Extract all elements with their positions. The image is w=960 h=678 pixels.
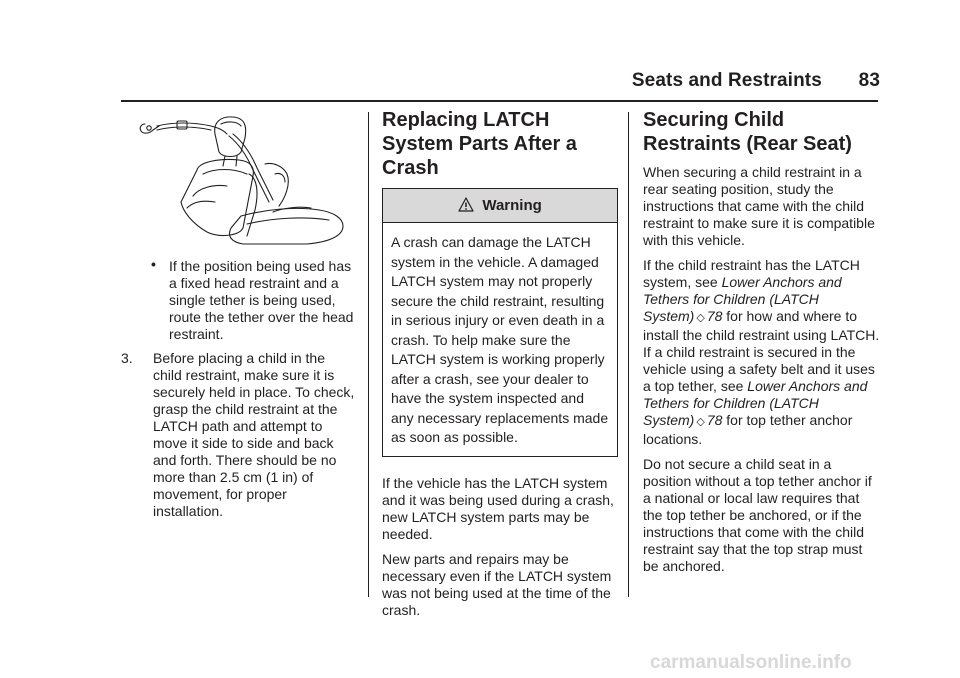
list-item	[117, 258, 357, 343]
column-divider-2	[628, 112, 629, 597]
warning-box	[382, 188, 618, 457]
bullet-icon: •	[151, 256, 156, 272]
watermark: carmanualsonline.info	[650, 652, 852, 673]
text-run: for top tether anchor locations.	[643, 412, 853, 447]
page-reference-icon: ◇	[696, 416, 705, 428]
text-run: If the child restraint has the LATCH system, see	[643, 257, 860, 290]
column-2	[382, 108, 618, 627]
seat-tether-illustration	[123, 112, 349, 248]
page-header	[600, 70, 880, 92]
section-heading: Securing Child Restraints (Rear Seat)	[643, 109, 852, 155]
warning-text: A crash can damage the LATCH system in the vehicle. A damaged LATCH system may not properly secure the child restraint, resulting in serious injury or even death in a crash. To help make sure the LATCH system is working properly after a crash, see your dealer to have the system inspected and any necessary replacements made as soon as possible.	[391, 234, 609, 445]
section-heading: Replacing LATCH System Parts After a Crash	[382, 109, 577, 179]
paragraph: When securing a child restraint in a rear seating position, study the instructions that came with the child restraint to make sure it is compatible with this vehicle.	[643, 164, 875, 248]
warning-label: Warning	[482, 197, 542, 214]
step-number: 3.	[121, 350, 133, 366]
page-reference[interactable]: 78	[706, 412, 723, 428]
page-reference[interactable]: 78	[706, 308, 723, 324]
cross-reference-link[interactable]: Lower Anchors and Tethers for Children (LATCH System)	[643, 274, 842, 324]
warning-header	[383, 189, 617, 223]
paragraph: New parts and repairs may be necessary even if the LATCH system was not being used at the time of the crash.	[382, 550, 612, 618]
column-divider-1	[368, 112, 369, 597]
paragraph	[643, 257, 881, 448]
page-number: 83	[858, 70, 880, 91]
text-run: for how and where to install the child restraint using LATCH. If a child restraint is secured in the vehicle using a safety belt and it uses a top tether, see	[643, 308, 880, 394]
paragraph: If the vehicle has the LATCH system and it was being used during a crash, new LATCH system parts may be needed.	[382, 474, 614, 542]
cross-reference-link[interactable]: Lower Anchors and Tethers for Children (LATCH System)	[643, 378, 868, 428]
header-rule	[121, 100, 878, 102]
list-item	[117, 350, 357, 520]
section-title: Seats and Restraints	[631, 70, 822, 91]
bullet-text: If the position being used has a fixed head restraint and a single tether is being used, route the tether over the head restraint.	[169, 258, 354, 342]
column-1	[117, 112, 357, 520]
paragraph: Do not secure a child seat in a position without a top tether anchor if a national or local law requires that the top tether be anchored, or if the instructions that come with the child restraint say that the top strap must be anchored.	[643, 456, 872, 574]
warning-icon	[458, 197, 474, 216]
step-text: Before placing a child in the child restraint, make sure it is securely held in place. To check, grasp the child restraint at the LATCH path and attempt to move it side to side and back and forth. There should be no more than 2.5 cm (1 in) of movement, for proper installation.	[153, 350, 355, 519]
column-3	[643, 108, 881, 583]
page-reference-icon: ◇	[696, 312, 705, 324]
